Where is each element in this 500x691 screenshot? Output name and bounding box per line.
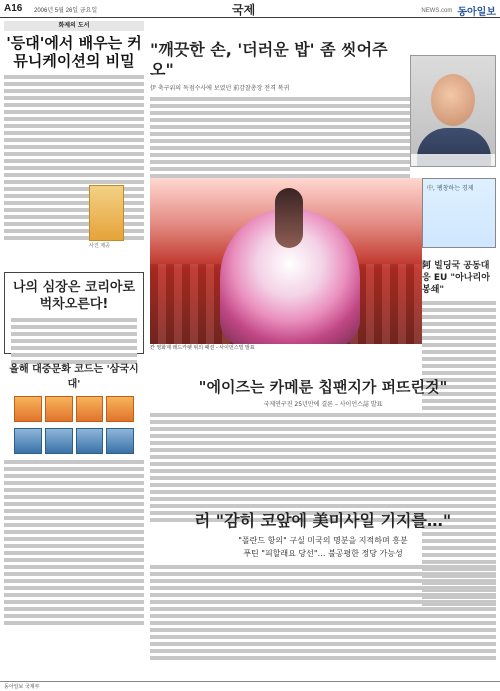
- section-title: 국제: [232, 3, 256, 17]
- third-text-lines: [150, 565, 496, 660]
- newspaper-logo: 동아일보: [457, 7, 496, 18]
- books-row-2: [14, 428, 134, 454]
- books-row-1: [14, 396, 134, 422]
- book-caption: 사진 제공: [89, 243, 110, 249]
- second-text: [150, 413, 496, 522]
- third-headline: [150, 508, 496, 559]
- domain-label: NEWS.com: [421, 7, 453, 14]
- side-map: [422, 178, 496, 248]
- portrait-photo: [410, 55, 496, 167]
- newspaper-header: [0, 0, 500, 18]
- photo-person: [275, 188, 303, 248]
- side-map-label: 中, 팽창하는 경제: [427, 185, 474, 192]
- page-footer: 동아일보 국제부: [0, 681, 500, 691]
- book-cover: [45, 396, 73, 422]
- portrait-face: [431, 74, 475, 126]
- date-line: 2006년 5월 26일 금요일: [34, 8, 98, 14]
- feature-box: [4, 272, 144, 354]
- page-number: A16: [4, 3, 23, 14]
- main-photo: [150, 178, 422, 344]
- headline-second-sub: 국제연구진 25년만에 결론 – 사이언스誌 발표: [263, 401, 383, 408]
- book-cover: [106, 428, 134, 454]
- headline-third-sub-1: "폴란드 항의" 구실 미국의 명분을 지적하며 흥분: [238, 536, 408, 545]
- series-label: 화제의 도서: [4, 21, 144, 31]
- book-cover: [45, 428, 73, 454]
- pop-culture-title: 올해 대중문화 코드는 '삼국시대': [9, 364, 139, 390]
- headline-main-sub: 伊 축구위의 독점수사에 보였던 前감찰총장 전격 복귀: [150, 85, 290, 92]
- book-cover: [14, 428, 42, 454]
- header-right: [421, 3, 496, 18]
- book-feature: [4, 140, 144, 260]
- second-headline: [150, 376, 496, 525]
- third-text: [150, 560, 496, 663]
- left-column: [4, 21, 144, 159]
- side-article-title: 阿 빌딩국 공동대응 EU "아나리아 봉쇄": [422, 261, 490, 295]
- pop-culture-text: [4, 460, 144, 625]
- main-headline: [150, 40, 410, 195]
- headline-second: "에이즈는 카메룬 칩팬지가 퍼뜨린것": [198, 378, 448, 396]
- headline-third: 러 "감히 코앞에 美미사일 기지를…": [194, 511, 452, 530]
- book-cover: [106, 396, 134, 422]
- feature-title: '등대'에서 배우는 커뮤니케이션의 비밀: [6, 34, 142, 70]
- photo-caption: [150, 345, 422, 351]
- book-cover: [76, 428, 104, 454]
- pop-culture-section: [4, 356, 144, 628]
- headline-third-sub-2: 푸틴 "피할래요 당선"… 불공평한 정당 가능성: [243, 549, 403, 558]
- book-cover: [76, 396, 104, 422]
- portrait-caption: [411, 154, 495, 166]
- book-cover-image: [89, 185, 124, 241]
- book-cover: [14, 396, 42, 422]
- headline-main: "깨끗한 손, '더러운 밥' 좀 씻어주오": [150, 40, 388, 79]
- feature-box-title: 나의 심장은 코리아로 벅차오른다!: [12, 280, 136, 312]
- photo-caption-text: 칸 영화제 레드카펫 위의 패션 - 사이먼스빌 발표: [150, 345, 255, 351]
